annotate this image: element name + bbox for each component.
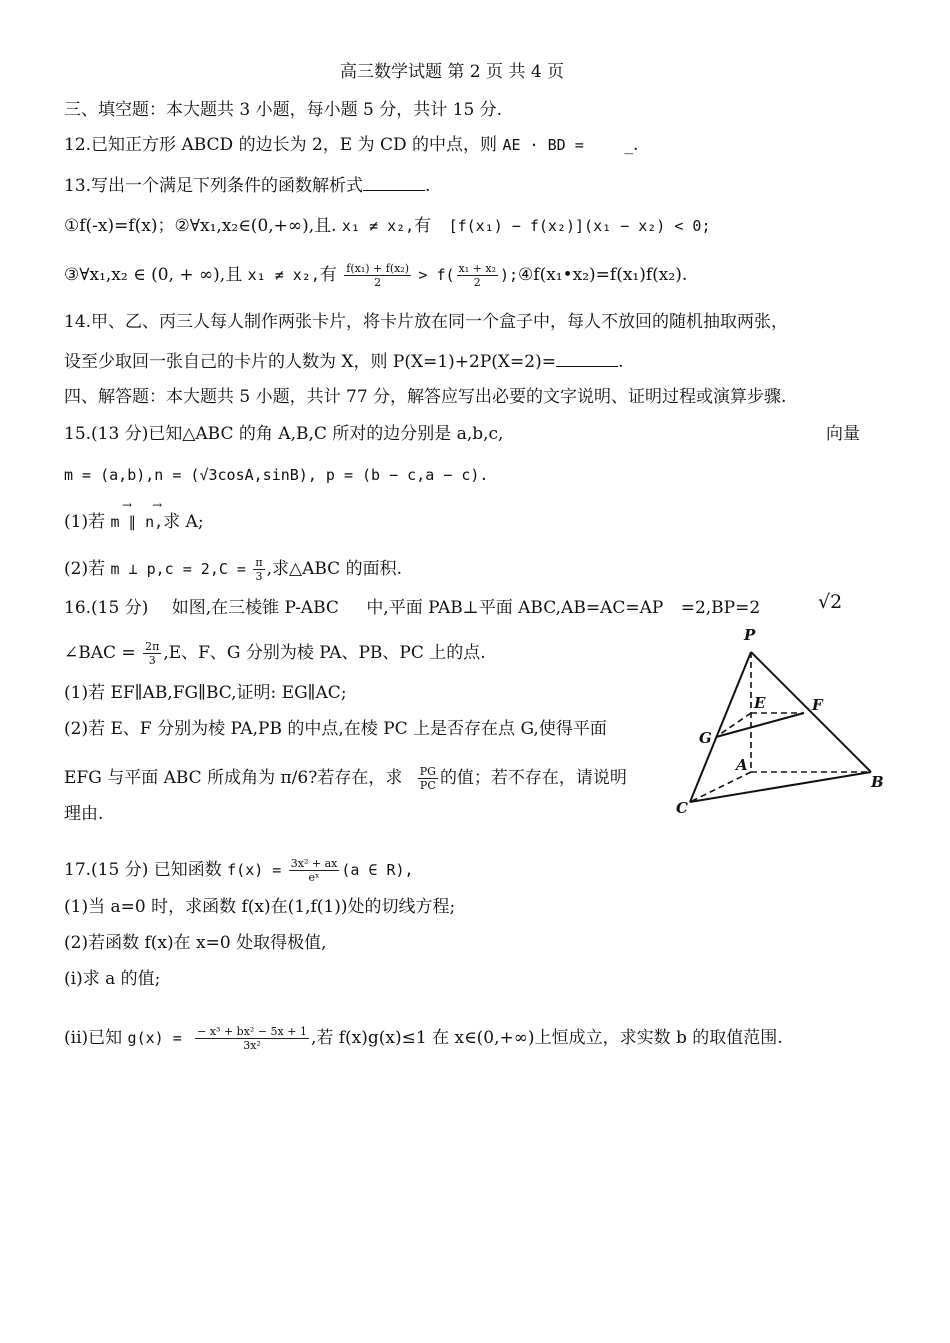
label-f: F [812,696,823,714]
q16-angle-den: 3 [148,654,156,667]
q15-p1-a: (1)若 [64,512,106,532]
q13-fraction-1 [344,262,411,289]
q15-part-2 [64,556,402,583]
q17-pii-num: − x³ + bx² − 5x + 1 [197,1025,307,1038]
q16-part-2-line-1: (2)若 E、F 分别为棱 PA,PB 的中点,在棱 PC 上是否存在点 G,使得平面 [64,719,607,739]
q17-part-2: (2)若函数 f(x)在 x=0 处取得极值, [64,933,327,953]
q13-cond1-c: 有 [414,216,432,236]
q13-cond4: ④f(x₁•x₂)=f(x₁)f(x₂). [518,265,688,285]
q13-cond3-close: ); [499,266,519,284]
q13-cond3-gt: > f( [418,266,455,284]
q16-line1-c: 中,平面 PAB⊥平面 ABC,AB=AC=AP [366,598,664,618]
q16-angle-line [64,640,486,667]
q16-frac-num: PG [419,765,436,778]
q17-line1-a: 17.(15 分) 已知函数 [64,860,222,880]
q15-p2-fraction [253,556,264,583]
q13-condition-3-4 [64,262,687,289]
q13-condition-1-2 [64,214,710,238]
q15-vector-word: 向量 [826,424,860,444]
q17-part-1: (1)当 a=0 时，求函数 f(x)在(1,f(1))处的切线方程; [64,897,456,917]
q13-frac2-num: x₁ + x₂ [458,262,496,275]
q13-cond3-a: ③∀x₁,x₂ ∈ (0, + ∞), [64,265,226,285]
question-15-line-1: 15.(13 分)已知△ABC 的角 A,B,C 所对的边分别是 a,b,c, [64,424,504,444]
question-12 [64,133,638,157]
section4-heading: 四、解答题：本大题共 5 小题，共计 77 分，解答应写出必要的文字说明、证明过程或演算步骤. [64,387,787,407]
q16-sqrt2: √2 [818,591,843,613]
q16-angle-num: 2π [145,640,160,653]
q14-blank [556,348,618,367]
q15-p1-math: m ∥ n, [110,513,164,531]
q13-frac1-den: 2 [374,276,382,289]
q15-p2-b: ,求△ABC 的面积. [266,559,402,579]
page-title: 高三数学试题 第 2 页 共 4 页 [340,62,565,82]
edge-gf [716,713,804,737]
q17-pii-den: 3x² [243,1039,261,1052]
q13-cond1-a: ①f(-x)=f(x)；②∀x₁,x₂∈(0,+∞),且. [64,216,337,236]
q13-fraction-2 [457,262,498,289]
q15-vector-arrows [122,493,162,517]
q14-end: . [617,352,624,372]
label-p: P [744,626,756,644]
q13-end: . [425,176,431,196]
pyramid-figure [668,622,890,822]
q17-frac-den: eˣ [308,871,320,884]
q13-cond3-b: 且 [225,265,243,285]
label-g: G [699,729,712,747]
q13-frac2-den: 2 [473,276,481,289]
q16-frac-den: PC [419,779,436,792]
q17-part-i: (i)求 a 的值; [64,969,161,989]
q12-text: 12.已知正方形 ABCD 的边长为 2，E 为 CD 的中点，则 [64,135,503,155]
vector-arrow-icon: → [122,498,133,512]
q17-part-ii [64,1025,783,1052]
q16-line1-a: 16.(15 分) [64,598,149,618]
label-c: C [676,799,688,817]
q15-p1-b: 求 A; [163,512,204,532]
q13-text: 13.写出一个满足下列条件的函数解析式 [64,176,364,196]
q17-pii-a: (ii)已知 [64,1028,123,1048]
q15-p2-a: (2)若 [64,559,106,579]
q17-frac-num: 3x² + ax [290,857,338,870]
q16-p2-b: 的值；若不存在，请说明 [439,768,627,788]
q16-angle-b: ,E、F、G 分别为棱 PA、PB、PC 上的点. [163,643,486,663]
edge-cb [690,772,871,802]
q17-pii-math: g(x) = [127,1029,182,1047]
question-14-line-2 [64,348,623,374]
q15-frac-num: π [255,556,263,569]
q14-text: 设至少取回一张自己的卡片的人数为 X，则 P(X=1)+2P(X=2)= [64,352,556,372]
q16-angle-a: ∠BAC = [64,643,136,663]
q17-fraction [289,857,340,884]
q13-blank [363,172,425,191]
q16-angle-fraction [143,640,161,667]
q17-pii-b: ,若 f(x)g(x)≤1 在 x∈(0,+∞)上恒成立，求实数 b 的取值范围. [310,1028,783,1048]
q13-cond3-d: 有 [319,265,337,285]
q16-part-1: (1)若 EF∥AB,FG∥BC,证明: EG∥AC; [64,683,347,703]
label-b: B [871,773,884,791]
question-17-line-1 [64,857,414,884]
q16-line1-b: 如图,在三棱锥 P-ABC [171,598,339,618]
question-15-line-2: m = (a,b),n = (√3cosA,sinB), p = (b − c,a − c). [64,466,489,484]
q17-line1-b: (a ∈ R), [341,861,414,879]
q13-cond3-c: x₁ ≠ x₂, [247,266,320,284]
question-13 [64,172,430,198]
q16-line1-d: =2,BP=2 [680,598,761,618]
edge-pc [690,652,751,802]
question-16-line-1 [64,596,760,620]
q13-cond1-b: x₁ ≠ x₂, [341,217,415,235]
label-a: A [736,756,748,774]
q12-math: AE · BD = [502,136,584,154]
q15-p2-math: m ⊥ p,c = 2,C = [110,560,246,578]
label-e: E [754,694,766,712]
q13-cond1-d: [f(x₁) − f(x₂)](x₁ − x₂) < 0; [448,217,711,235]
section3-heading: 三、填空题：本大题共 3 小题，每小题 5 分，共计 15 分. [64,100,503,120]
q15-frac-den: 3 [255,570,263,583]
q17-line1-math: f(x) = [227,861,282,879]
edge-pb [751,652,871,772]
vector-arrow-icon: → [152,498,163,512]
q17-pii-fraction [195,1025,309,1052]
q16-p2-a: EFG 与平面 ABC 所成角为 π/6?若存在，求 [64,768,403,788]
q16-part-2-line-3: 理由. [64,804,104,824]
question-14-line-1: 14.甲、乙、丙三人每人制作两张卡片，将卡片放在同一个盒子中，每人不放回的随机抽取两张， [64,312,789,332]
q16-p2-fraction [418,765,438,792]
q13-frac1-num: f(x₁) + f(x₂) [346,262,410,275]
q12-end: _. [624,135,639,155]
q16-part-2-line-2 [64,765,627,792]
